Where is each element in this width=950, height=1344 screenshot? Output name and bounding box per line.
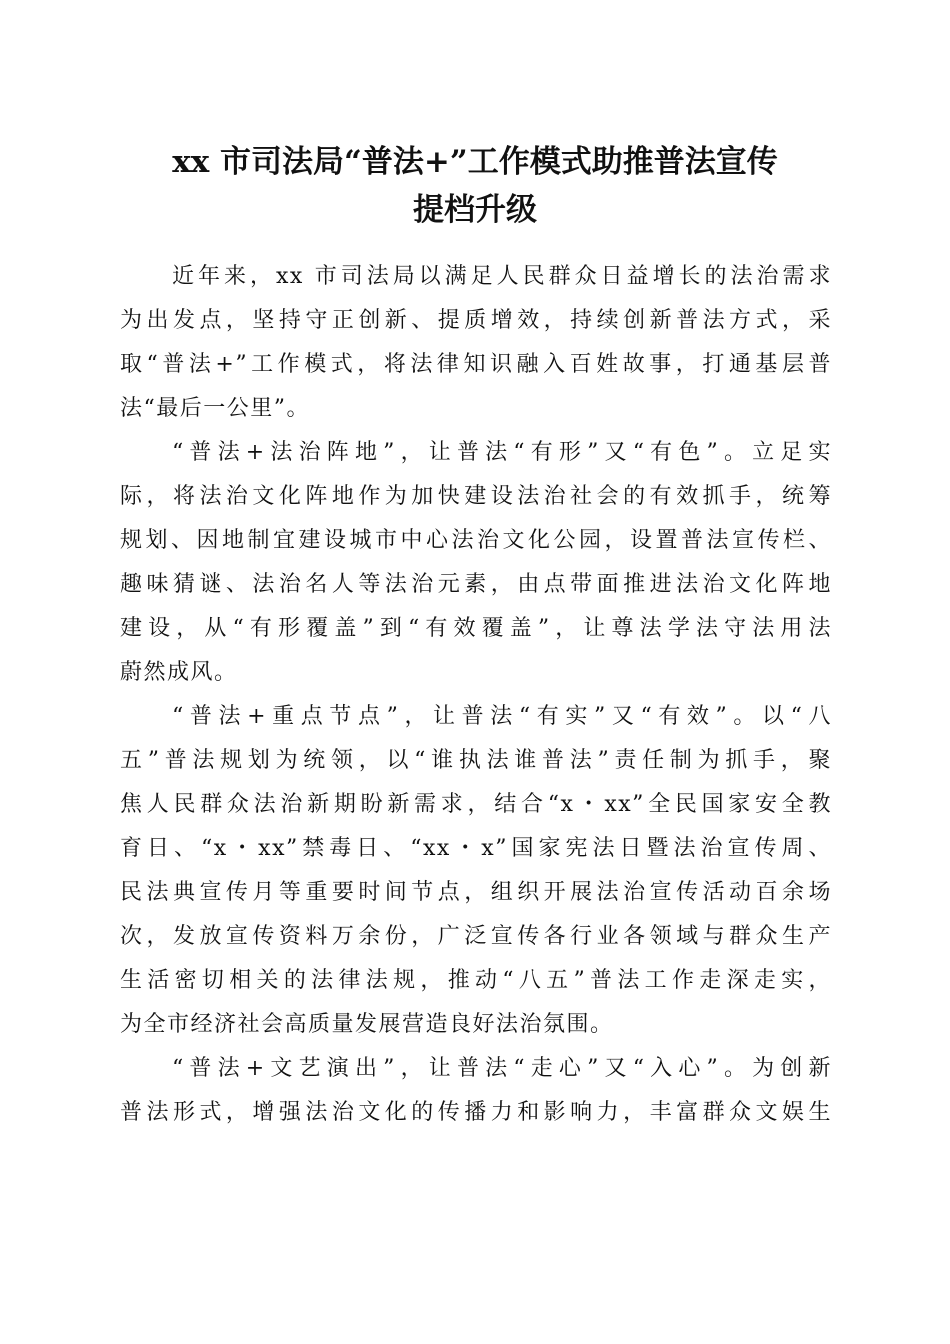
paragraph-line: 次，发放宣传资料万余份，广泛宣传各行业各领域与群众生产 <box>120 924 832 949</box>
paragraph-line: 普法形式，增强法治文化的传播力和影响力，丰富群众文娱生 <box>120 1100 832 1125</box>
paragraph-line: “普法+法治阵地”，让普法“有形”又“有色”。立足实 <box>172 440 832 465</box>
paragraph-line: 趣味猜谜、法治名人等法治元素，由点带面推进法治文化阵地 <box>120 572 832 597</box>
paragraph-2 <box>120 431 832 695</box>
paragraph-line: 际，将法治文化阵地作为加快建设法治社会的有效抓手，统筹 <box>120 484 832 509</box>
paragraph-line: “普法+文艺演出”，让普法“走心”又“入心”。为创新 <box>172 1056 832 1081</box>
paragraph-4 <box>120 1047 832 1135</box>
title-line-2: 提档升级 <box>413 192 537 228</box>
paragraph-line: 取“普法+”工作模式，将法律知识融入百姓故事，打通基层普 <box>120 352 832 377</box>
paragraph-line: 五”普法规划为统领，以“谁执法谁普法”责任制为抓手，聚 <box>120 748 832 773</box>
paragraph-3 <box>120 695 832 1047</box>
paragraph-1 <box>120 255 832 431</box>
paragraph-line: 规划、因地制宜建设城市中心法治文化公园，设置普法宣传栏、 <box>120 528 832 553</box>
paragraph-line: 育日、“x・xx”禁毒日、“xx・x”国家宪法日暨法治宣传周、 <box>120 836 832 861</box>
paragraph-line: 近年来，xx 市司法局以满足人民群众日益增长的法治需求 <box>172 264 832 289</box>
paragraph-line: “普法+重点节点”，让普法“有实”又“有效”。以“八 <box>172 704 832 729</box>
paragraph-line: 焦人民群众法治新期盼新需求，结合“x・xx”全民国家安全教 <box>120 792 832 817</box>
title-line-1: xx 市司法局“普法+”工作模式助推普法宣传 <box>172 144 778 180</box>
paragraph-line: 法“最后一公里”。 <box>120 396 310 421</box>
paragraph-line: 建设，从“有形覆盖”到“有效覆盖”，让尊法学法守法用法 <box>120 616 832 641</box>
document-title <box>100 138 850 234</box>
paragraph-line: 生活密切相关的法律法规，推动“八五”普法工作走深走实， <box>120 968 832 993</box>
paragraph-line: 蔚然成风。 <box>120 660 238 685</box>
paragraph-line: 民法典宣传月等重要时间节点，组织开展法治宣传活动百余场 <box>120 880 832 905</box>
paragraph-line: 为出发点，坚持守正创新、提质增效，持续创新普法方式，采 <box>120 308 832 333</box>
document-body <box>120 255 832 1135</box>
paragraph-line: 为全市经济社会高质量发展营造良好法治氛围。 <box>120 1012 614 1037</box>
